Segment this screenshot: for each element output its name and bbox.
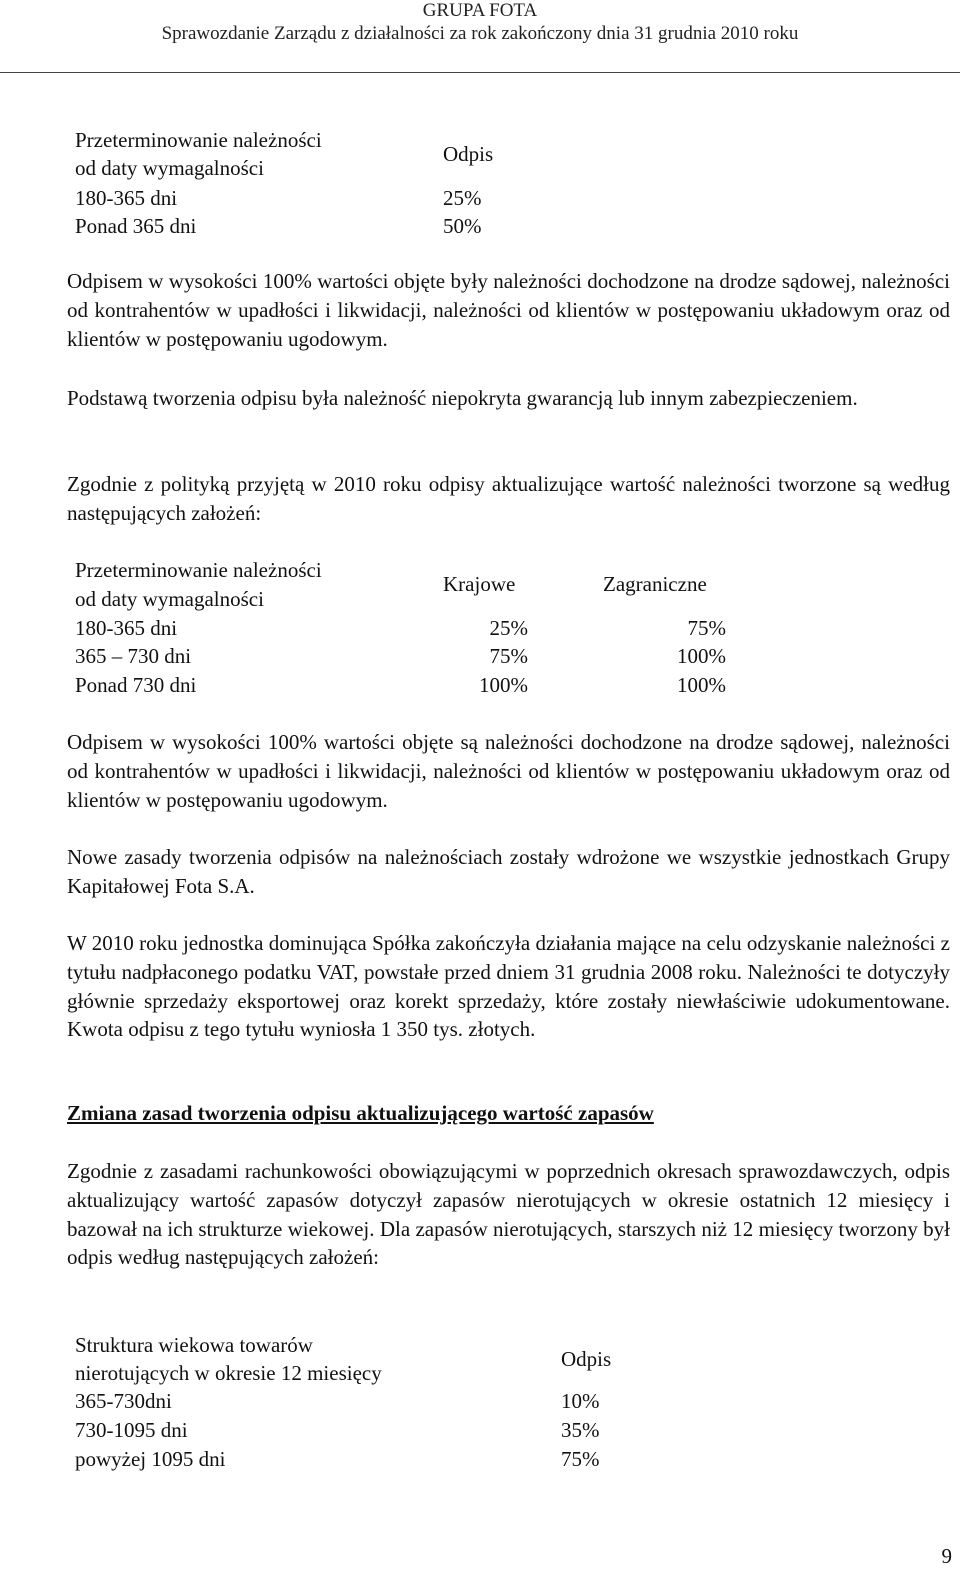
table-row-value: 75% [561, 1447, 600, 1471]
report-subtitle: Sprawozdanie Zarządu z działalności za rok zakończony dnia 31 grudnia 2010 roku [161, 23, 799, 44]
table-row-label: 365-730dni [75, 1389, 172, 1413]
table-header-label: od daty wymagalności [75, 587, 264, 611]
paragraph: Nowe zasady tworzenia odpisów na należnościach zostały wdrożone we wszystkie jednostkach Grupy Kapitałowej Fota S.A. [67, 845, 950, 898]
page-number: 9 [941, 1544, 952, 1568]
paragraph: W 2010 roku jednostka dominująca Spółka zakończyła działania mające na celu odzyskanie należności z tytułu nadpłaconego podatku VAT, powstałe przed dniem 31 grudnia 2008 roku. Należności te dotyczyły głównie sprzedaży eksportowej oraz korekt sprzedaży, które zostały niewłaściwie udokumentowane. Kwota odpisu z tego tytułu wyniosła 1 350 tys. złotych. [67, 931, 950, 1042]
table-row-label: 365 – 730 dni [75, 644, 192, 668]
paragraph: Podstawą tworzenia odpisu była należność niepokryta gwarancją lub innym zabezpieczeniem. [67, 386, 858, 410]
table-header-label: od daty wymagalności [75, 156, 264, 180]
table-header-label: Przeterminowanie należności [75, 558, 322, 582]
table-row-foreign: 75% [687, 616, 726, 640]
table-header-label: nierotujących w okresie 12 miesięcy [75, 1361, 382, 1385]
table-header-foreign: Zagraniczne [603, 572, 707, 596]
table-header-writeoff: Odpis [443, 142, 494, 166]
table-row-value: 25% [443, 186, 482, 210]
table-row-value: 35% [561, 1418, 600, 1442]
table-row-label: 180-365 dni [75, 186, 178, 210]
table-row-label: 180-365 dni [75, 616, 178, 640]
table-row-domestic: 100% [479, 673, 528, 697]
table-row-value: 10% [561, 1389, 600, 1413]
paragraph: Odpisem w wysokości 100% wartości objęte są należności dochodzone na drodze sądowej, należności od kontrahentów w upadłości i likwidacji, należności od klientów w postępowaniu układowym oraz od klientów w postępowaniu ugodowym. [67, 730, 950, 812]
table-header-domestic: Krajowe [443, 572, 516, 596]
table-row-label: powyżej 1095 dni [75, 1447, 226, 1471]
table-header-writeoff: Odpis [561, 1347, 612, 1371]
table-row-value: 50% [443, 214, 482, 238]
table-row-foreign: 100% [677, 644, 726, 668]
paragraph: Odpisem w wysokości 100% wartości objęte były należności dochodzone na drodze sądowej, należności od kontrahentów w upadłości i likwidacji, należności od klientów w postępowaniu układowym oraz od klientów w postępowaniu ugodowym. [67, 269, 950, 351]
table-header-label: Struktura wiekowa towarów [75, 1333, 313, 1357]
section-heading: Zmiana zasad tworzenia odpisu aktualizującego wartość zapasów [67, 1101, 654, 1125]
table-row-label: 730-1095 dni [75, 1418, 188, 1442]
paragraph: Zgodnie z zasadami rachunkowości obowiązującymi w poprzednich okresach sprawozdawczych, odpis aktualizujący wartość zapasów dotyczył zapasów nierotujących w okresie ostatnich 12 miesięcy i bazował na ich strukturze wiekowej. Dla zapasów nierotujących, starszych niż 12 miesięcy tworzony był odpis według następujących założeń: [67, 1159, 950, 1270]
company-name: GRUPA FOTA [422, 0, 538, 21]
table-row-foreign: 100% [677, 673, 726, 697]
paragraph: Zgodnie z polityką przyjętą w 2010 roku odpisy aktualizujące wartość należności tworzone są według następujących założeń: [67, 472, 950, 525]
table-row-label: Ponad 365 dni [75, 214, 197, 238]
table-row-label: Ponad 730 dni [75, 673, 197, 697]
table-row-domestic: 25% [489, 616, 528, 640]
table-header-label: Przeterminowanie należności [75, 128, 322, 152]
header-divider [0, 72, 960, 73]
table-row-domestic: 75% [489, 644, 528, 668]
